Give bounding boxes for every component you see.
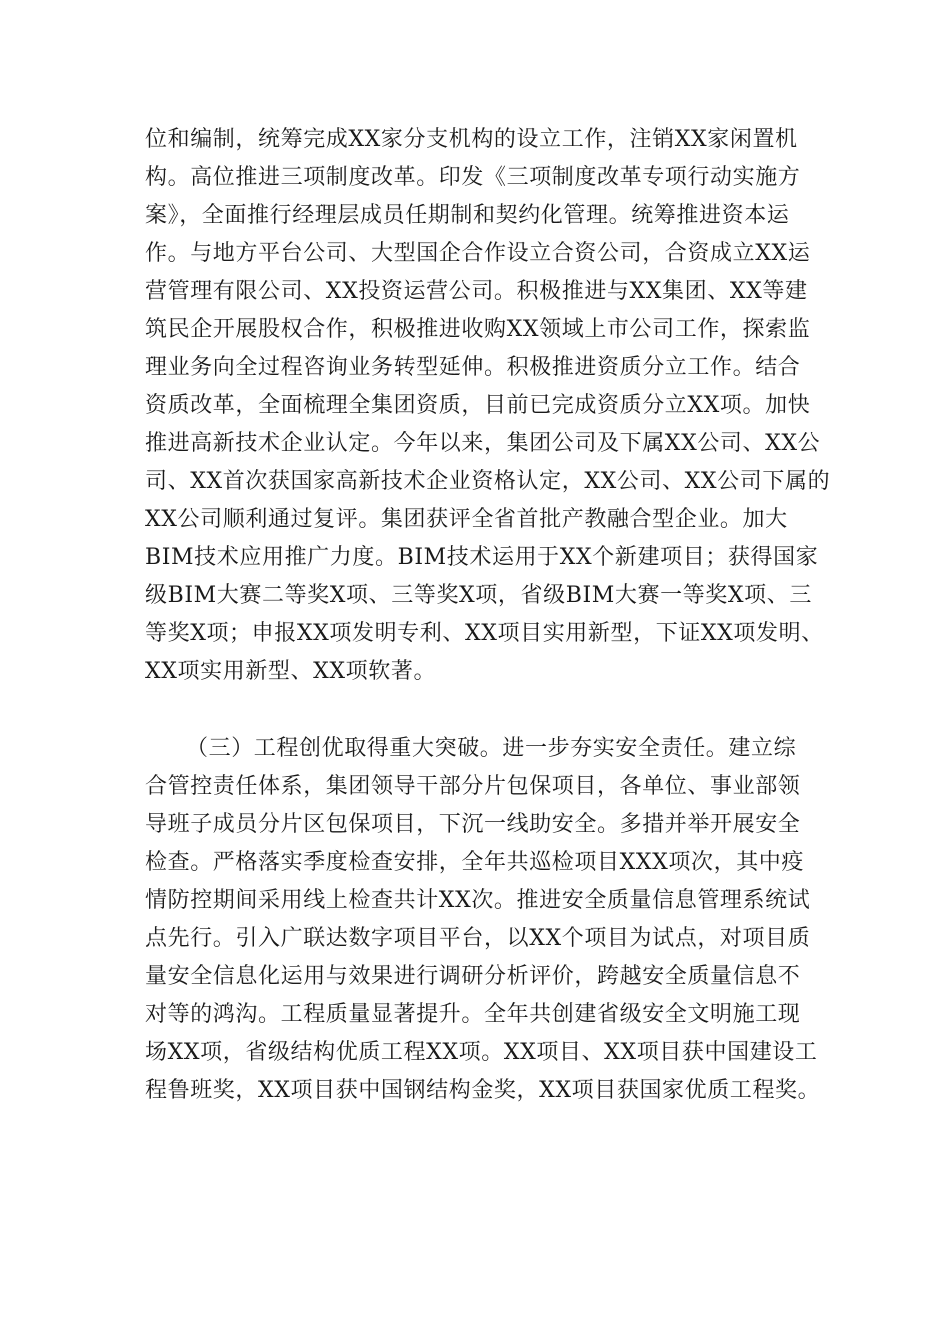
paragraph-line: 资质改革，全面梳理全集团资质，目前已完成资质分立XX项。加快 <box>145 393 811 418</box>
paragraph-line: 程鲁班奖，XX项目获中国钢结构金奖，XX项目获国家优质工程奖。 <box>145 1078 821 1103</box>
paragraph-line: 量安全信息化运用与效果进行调研分析评价，跨越安全质量信息不 <box>145 964 801 989</box>
paragraph-line: 司、XX首次获国家高新技术企业资格认定，XX公司、XX公司下属的 <box>145 469 831 494</box>
paragraph-line: 作。与地方平台公司、大型国企合作设立合资公司，合资成立XX运 <box>145 241 811 266</box>
paragraph-line: 导班子成员分片区包保项目，下沉一线助安全。多措并举开展安全 <box>145 812 801 837</box>
paragraph-line: XX公司顺利通过复评。集团获评全省首批产教融合型企业。加大 <box>145 507 788 532</box>
paragraph-line: BIM技术应用推广力度。BIM技术运用于XX个新建项目；获得国家 <box>145 545 819 570</box>
paragraph-line: 营管理有限公司、XX投资运营公司。积极推进与XX集团、XX等建 <box>145 279 808 304</box>
paragraph-line: 点先行。引入广联达数字项目平台，以XX个项目为试点，对项目质 <box>145 926 811 951</box>
paragraph-line: 合管控责任体系，集团领导干部分片包保项目，各单位、事业部领 <box>145 774 801 799</box>
paragraph-line: XX项实用新型、XX项软著。 <box>145 659 437 684</box>
paragraph-line: 位和编制，统筹完成XX家分支机构的设立工作，注销XX家闲置机 <box>145 127 798 152</box>
paragraph-line: 等奖X项；申报XX项发明专利、XX项目实用新型，下证XX项发明、 <box>145 621 824 646</box>
paragraph-line: 情防控期间采用线上检查共计XX次。推进安全质量信息管理系统试 <box>145 888 811 913</box>
paragraph-line: 推进高新技术企业认定。今年以来，集团公司及下属XX公司、XX公 <box>145 431 821 456</box>
paragraph-line: 级BIM大赛二等奖X项、三等奖X项，省级BIM大赛一等奖X项、三 <box>145 583 812 608</box>
paragraph-line: 场XX项，省级结构优质工程XX项。XX项目、XX项目获中国建设工 <box>145 1040 818 1065</box>
paragraph-line: 检查。严格落实季度检查安排，全年共巡检项目XXX项次，其中疫 <box>145 850 804 875</box>
paragraph-line: 案》，全面推行经理层成员任期制和契约化管理。统筹推进资本运 <box>145 203 790 228</box>
paragraph-line: 对等的鸿沟。工程质量显著提升。全年共创建省级安全文明施工现 <box>145 1002 801 1027</box>
paragraph-line: 构。高位推进三项制度改革。印发《三项制度改革专项行动实施方 <box>145 165 801 190</box>
paragraph-line: 理业务向全过程咨询业务转型延伸。积极推进资质分立工作。结合 <box>145 355 801 380</box>
paragraph-line: 筑民企开展股权合作，积极推进收购XX领域上市公司工作，探索监 <box>145 317 811 342</box>
paragraph-line: （三）工程创优取得重大突破。进一步夯实安全责任。建立综 <box>186 736 797 761</box>
